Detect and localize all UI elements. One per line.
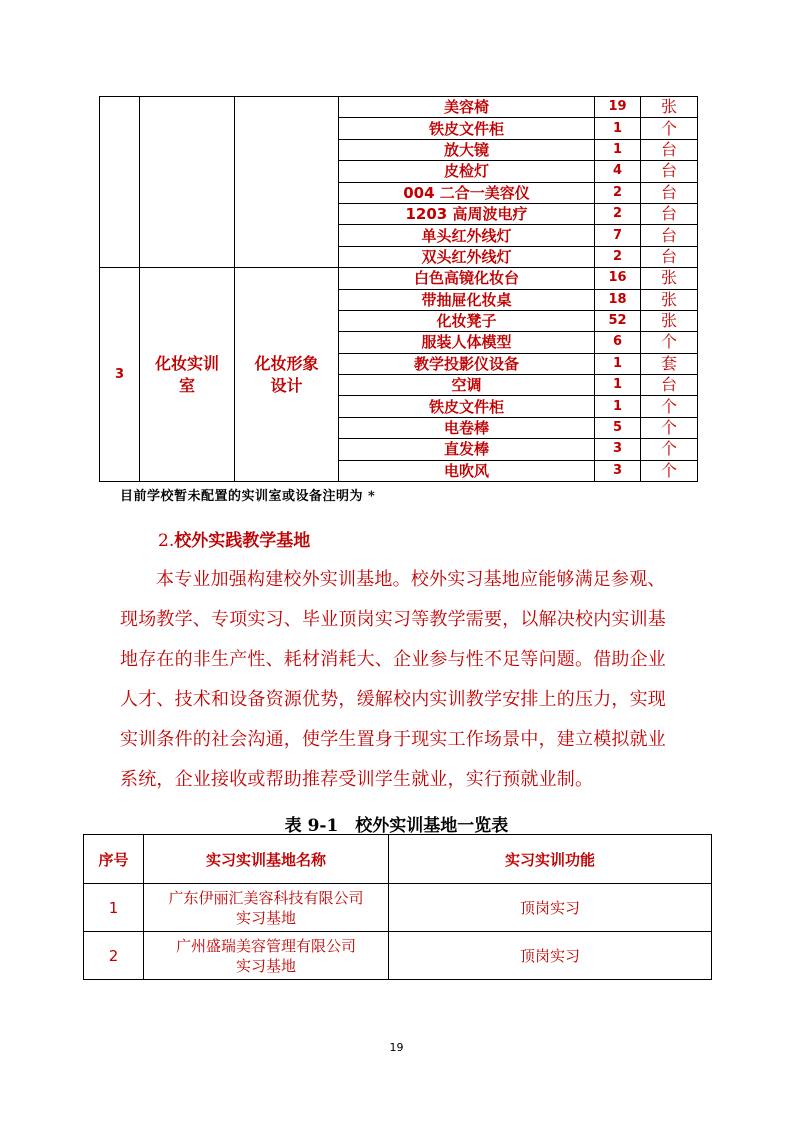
table-header-row	[84, 835, 712, 884]
equipment-unit: 台	[641, 182, 698, 203]
equipment-unit: 台	[641, 375, 698, 396]
equipment-name: 直发棒	[339, 439, 595, 460]
base-name-line2: 实习基地	[235, 956, 296, 975]
section-number: 2.	[158, 531, 175, 551]
equipment-table	[99, 96, 698, 482]
equipment-name: 1203 高周波电疗	[339, 203, 595, 224]
equipment-name: 服装人体模型	[339, 332, 595, 353]
equipment-quantity: 19	[595, 97, 641, 118]
row-number: 2	[84, 932, 144, 980]
equipment-name: 双头红外线灯	[339, 246, 595, 267]
equipment-name: 铁皮文件柜	[339, 118, 595, 139]
equipment-quantity: 7	[595, 225, 641, 246]
section-title: 校外实践教学基地	[174, 531, 311, 551]
equipment-name: 电卷棒	[339, 417, 595, 438]
continued-no-cell	[100, 97, 140, 268]
training-base-table	[83, 834, 712, 980]
page-number: 19	[389, 1041, 404, 1054]
equipment-unit: 张	[641, 97, 698, 118]
equipment-quantity: 1	[595, 353, 641, 374]
equipment-name: 放大镜	[339, 139, 595, 160]
equipment-unit: 个	[641, 439, 698, 460]
equipment-quantity: 18	[595, 289, 641, 310]
base-name-cell	[144, 932, 389, 980]
equipment-quantity: 52	[595, 310, 641, 331]
section-paragraph: 本专业加强构建校外实训基地。校外实习基地应能够满足参观、现场教学、专项实习、毕业顶岗实习等教学需要，以解决校内实训基地存在的非生产性、耗材消耗大、企业参与性不足等问题。借助企业人才、技术和设备资源优势，缓解校内实训教学安排上的压力，实现实训条件的社会沟通，使学生置身于现实工作场景中，建立模拟就业系统，企业接收或帮助推荐受训学生就业，实行预就业制。	[120, 569, 666, 790]
continued-course-cell	[235, 97, 339, 268]
table-row	[100, 97, 698, 118]
equipment-unit: 个	[641, 332, 698, 353]
equipment-name: 美容椅	[339, 97, 595, 118]
equipment-quantity: 3	[595, 439, 641, 460]
continued-room-cell	[140, 97, 235, 268]
row-number: 1	[84, 884, 144, 932]
equipment-name: 004 二合一美容仪	[339, 182, 595, 203]
equipment-name: 空调	[339, 375, 595, 396]
base-name-line1: 广东伊丽汇美容科技有限公司	[168, 888, 364, 907]
col-header-base-name: 实习实训基地名称	[144, 835, 389, 884]
equipment-unit: 套	[641, 353, 698, 374]
base-function: 顶岗实习	[389, 884, 712, 932]
equipment-name: 单头红外线灯	[339, 225, 595, 246]
table-row	[84, 884, 712, 932]
course-name: 化妆形象设计	[235, 268, 339, 482]
equipment-quantity: 2	[595, 246, 641, 267]
base-name-cell	[144, 884, 389, 932]
table-caption: 表 9-1 校外实训基地一览表	[284, 816, 509, 836]
equipment-quantity: 1	[595, 396, 641, 417]
table-row	[100, 268, 698, 289]
equipment-quantity: 2	[595, 203, 641, 224]
equipment-unit: 台	[641, 139, 698, 160]
equipment-unit: 台	[641, 225, 698, 246]
equipment-unit: 张	[641, 268, 698, 289]
equipment-name: 铁皮文件柜	[339, 396, 595, 417]
equipment-unit: 台	[641, 246, 698, 267]
equipment-name: 白色高镜化妆台	[339, 268, 595, 289]
equipment-name: 化妆凳子	[339, 310, 595, 331]
equipment-quantity: 1	[595, 118, 641, 139]
equipment-quantity: 6	[595, 332, 641, 353]
base-name-line2: 实习基地	[235, 908, 296, 927]
equipment-name: 电吹风	[339, 460, 595, 481]
equipment-quantity: 5	[595, 417, 641, 438]
col-header-function: 实习实训功能	[389, 835, 712, 884]
equipment-name: 皮检灯	[339, 161, 595, 182]
equipment-unit: 张	[641, 310, 698, 331]
equipment-unit: 台	[641, 161, 698, 182]
base-function: 顶岗实习	[389, 932, 712, 980]
equipment-quantity: 1	[595, 139, 641, 160]
equipment-unit: 个	[641, 118, 698, 139]
group-number: 3	[100, 268, 140, 482]
equipment-name: 教学投影仪设备	[339, 353, 595, 374]
unconfigured-note: 目前学校暂未配置的实训室或设备注明为 *	[120, 489, 376, 504]
equipment-quantity: 3	[595, 460, 641, 481]
equipment-quantity: 4	[595, 161, 641, 182]
equipment-unit: 个	[641, 460, 698, 481]
equipment-quantity: 2	[595, 182, 641, 203]
equipment-name: 带抽屉化妆桌	[339, 289, 595, 310]
col-header-number: 序号	[84, 835, 144, 884]
equipment-unit: 台	[641, 203, 698, 224]
equipment-unit: 个	[641, 396, 698, 417]
base-name-line1: 广州盛瑞美容管理有限公司	[175, 936, 356, 955]
equipment-quantity: 1	[595, 375, 641, 396]
equipment-unit: 张	[641, 289, 698, 310]
table-row	[84, 932, 712, 980]
equipment-unit: 个	[641, 417, 698, 438]
equipment-quantity: 16	[595, 268, 641, 289]
section-heading	[158, 526, 310, 551]
training-room-name: 化妆实训室	[140, 268, 235, 482]
